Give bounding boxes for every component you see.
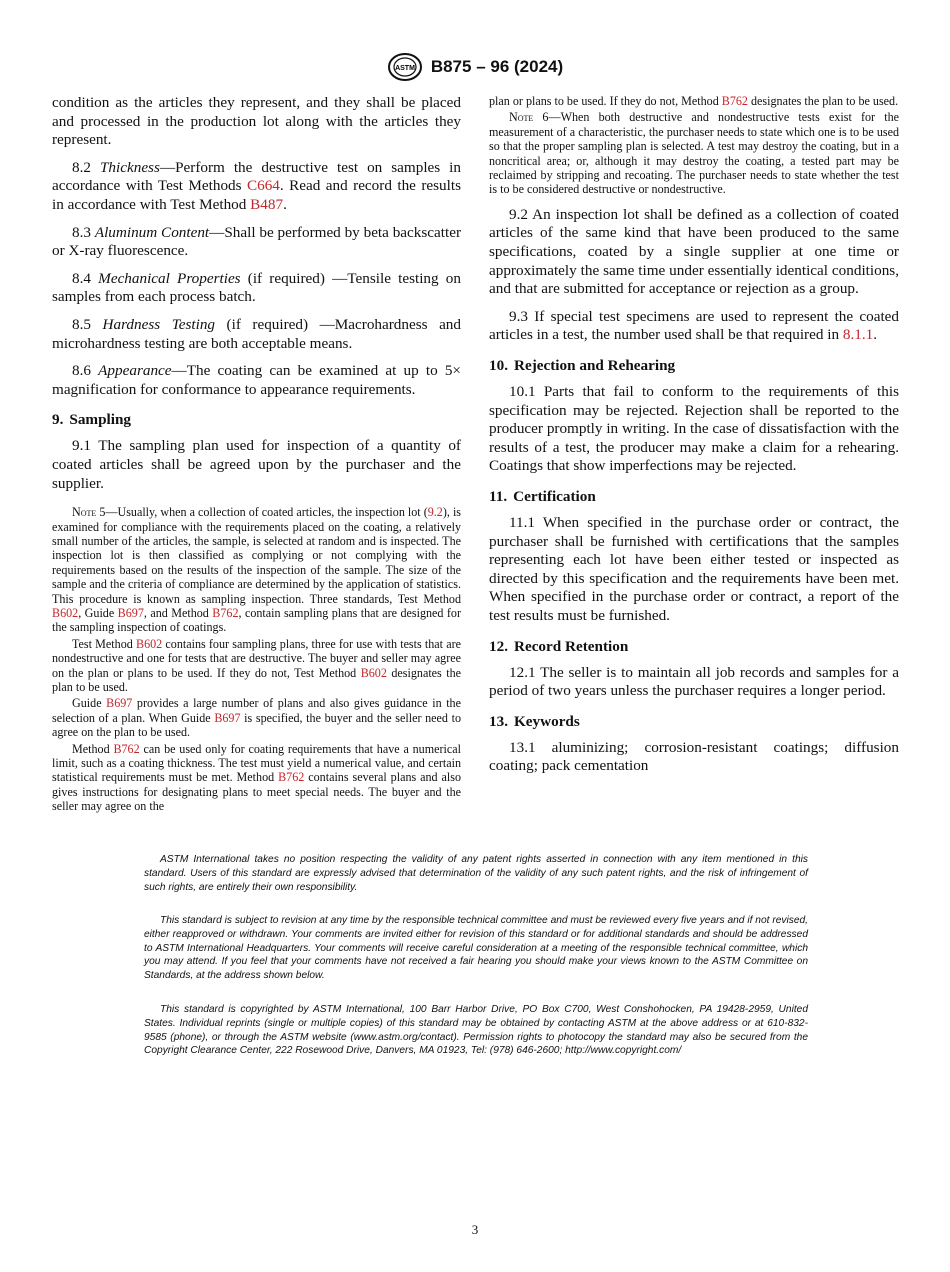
ref-b697-link[interactable]: B697 (106, 696, 133, 711)
section-9-1: 9.1 The sampling plan used for inspection of a quantity of coated articles shall be agreed upon by the purchaser and the supplier. (52, 437, 461, 492)
svg-text:ASTM: ASTM (394, 65, 415, 72)
page-number: 3 (471, 1222, 479, 1237)
right-column (489, 94, 899, 785)
ref-b762-link[interactable]: B762 (721, 94, 748, 108)
ref-b762-link[interactable]: B762 (278, 770, 305, 785)
note-5-b762: Method B762 can be used only for coating requirements that have a numerical limit, such as a coating thickness. The test must yield a numerical value, and certain statistical requirements must be met. Method B762 contains several plans and also gives instructions for designating plans to meet special needs. The buyer and the seller may agree on the (52, 741, 461, 814)
section-9-3: 9.3 If special test specimens are used to represent the coated articles in a test, the number used shall be that required in 8.1.1. (489, 307, 899, 344)
ref-b602-link[interactable]: B602 (136, 636, 163, 651)
footer-copyright-notice: This standard is copyrighted by ASTM International, 100 Barr Harbor Drive, PO Box C700, West Conshohocken, PA 19428-2959, United States. Individual reprints (single or multiple copies) of this standard may be obtained by contacting ASTM at the above address or at 610-832-9585 (phone), or through the ASTM website (www.astm.org/contact). Permission rights to photocopy the standard may also be secured from the Copyright Clearance Center, 222 Rosewood Drive, Danvers, MA 01923, Tel: (978) 646-2600; http://www.copyright.com/ (144, 1004, 808, 1057)
note-6: Note 6—When both destructive and nondestructive tests exist for the measurement of a characteristic, the purchaser needs to state which one is to be used so that the proper sampling plan is selected. A test may destroy the coating, but in a noncritical area; or, although it may destroy the coating, a tested part may be reclaimed by stripping and recoating. The purchaser needs to state whether the test is to be considered destructive or nondestructive. (489, 110, 899, 197)
ref-b762-link[interactable]: B762 (212, 605, 239, 620)
ref-b487-link[interactable]: B487 (250, 195, 284, 213)
section-8-4: 8.4 Mechanical Properties (if required) —Tensile testing on samples from each process batch. (52, 269, 461, 306)
section-9-2: 9.2 An inspection lot shall be defined as a collection of coated articles of the same kind that have been produced to the same specifications, coated by a single supplier at one time or approximately the same time under essentially identical conditions, and that are submitted for acceptance or rejection as a group. (489, 205, 899, 298)
page-header (0, 52, 950, 87)
section-8-3: 8.3 Aluminum Content—Shall be performed by beta backscatter or X-ray fluorescence. (52, 223, 462, 260)
section-13-heading: 13. Keywords (489, 712, 580, 730)
standard-designation: B875 – 96 (2024) (430, 57, 564, 76)
section-10-heading: 10. Rejection and Rehearing (489, 357, 676, 374)
ref-9-2-link[interactable]: 9.2 (427, 505, 443, 520)
section-12-1: 12.1 The seller is to maintain all job records and samples for a period of two years unless the purchaser requires a longer period. (489, 663, 899, 700)
note-5-continuation: plan or plans to be used. If they do not, Method B762 designates the plan to be used. (489, 94, 899, 108)
section-12-heading: 12. Record Retention (489, 637, 629, 655)
paragraph-continuation: condition as the articles they represent, and they shall be placed and processed in the production lot along with the articles they represent. (52, 94, 461, 149)
section-11-heading: 11. Certification (489, 487, 596, 505)
footer-revision-notice: This standard is subject to revision at any time by the responsible technical committee and must be reviewed every five years and if not revised, either reapproved or withdrawn. Your comments are invited either for revision of this standard or for additional standards and should be addressed to ASTM International Headquarters. Your comments will receive careful consideration at a meeting of the responsible technical committee, which you may attend. If you feel that your comments have not received a fair hearing you should make your views known to the ASTM Committee on Standards, at the address shown below. (144, 915, 808, 982)
note-5-b602: Test Method B602 contains four sampling plans, three for use with tests that are nondestructive and one for tests that are destructive. The buyer and seller may agree on the plan or plans to be used. If they do not, Test Method B602 designates the plan to be used. (52, 636, 461, 694)
section-10-1: 10.1 Parts that fail to conform to the requirements of this specification may be rejected. Rejection shall be reported to the producer promptly in writing. In the case of dissatisfaction with the results of a test, the producer may make a claim for a rehearing. Coatings that show imperfections may be rejected. (489, 383, 899, 475)
section-11-1: 11.1 When specified in the purchase order or contract, the purchaser shall be furnished with certifications that the samples representing each lot have been either tested or inspected as directed by this specification and the requirements have been met. When specified in the purchase order or contract, a report of the test results must be furnished. (489, 513, 899, 624)
ref-b602-link[interactable]: B602 (52, 605, 79, 620)
note-5: Note 5—Usually, when a collection of coated articles, the inspection lot (9.2), is examined for compliance with the requirements placed on the coating, a relatively small number of the articles, the sample, is selected at random and is inspected. The inspection lot is then classified as complying or not complying with the requirements based on the results of the inspection of the sample. The size of the sample and the criteria of compliance are determined by the application of statistics. This procedure is known as sampling inspection. Three standards, Test Method B602, Guide B697, and Method B762, contain sampling plans that are designed for the sampling inspection of coatings. (52, 505, 462, 635)
note-5-b697: Guide B697 provides a large number of plans and also gives guidance in the selection of a plan. When Guide B697 is specified, the buyer and the seller need to agree on the plan to be used. (52, 696, 461, 740)
section-13-1: 13.1 aluminizing; corrosion-resistant coatings; diffusion coating; pack cementation (489, 738, 899, 775)
ref-c664-link[interactable]: C664 (246, 177, 280, 195)
ref-b697-link[interactable]: B697 (214, 710, 241, 725)
section-8-6: 8.6 Appearance—The coating can be examined at up to 5× magnification for conformance to appearance requirements. (52, 362, 461, 398)
section-9-heading: 9. Sampling (52, 411, 132, 429)
section-8-2: 8.2 Thickness—Perform the destructive test on samples in accordance with Test Methods C664. Read and record the results in accordance with Test Method B487. (52, 158, 461, 213)
footer-patent-notice: ASTM International takes no position respecting the validity of any patent rights asserted in connection with any item mentioned in this standard. Users of this standard are expressly advised that determination of the validity of any such patent rights, and the risk of infringement of such rights, are entirely their own responsibility. (144, 854, 808, 893)
astm-logo-icon (387, 52, 423, 82)
ref-b602-link[interactable]: B602 (360, 665, 387, 680)
ref-b697-link[interactable]: B697 (117, 605, 144, 620)
section-8-5: 8.5 Hardness Testing (if required) —Macrohardness and microhardness testing are both acceptable means. (52, 315, 461, 352)
ref-b762-link[interactable]: B762 (113, 741, 140, 756)
ref-8-1-1-link[interactable]: 8.1.1 (842, 326, 874, 344)
left-column (52, 94, 461, 816)
